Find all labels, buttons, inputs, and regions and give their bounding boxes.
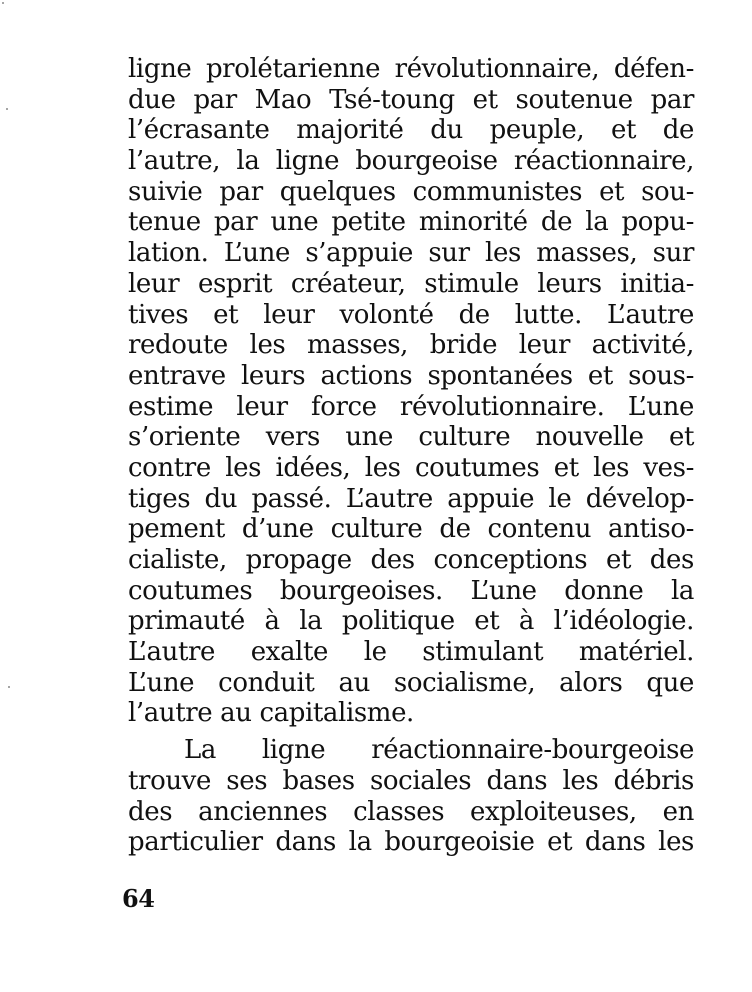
text-line: suivie par quelques communistes et sou- <box>128 176 694 207</box>
scan-speck <box>2 2 4 4</box>
page-number: 64 <box>122 884 155 913</box>
text-line: ligne prolétarienne révolutionnaire, défen- <box>128 54 694 84</box>
body-text <box>128 54 694 858</box>
text-line: L’autre exalte le stimulant matériel. <box>128 637 694 668</box>
text-line: estime leur force révolutionnaire. L’une <box>128 391 694 422</box>
text-line: tiges du passé. L’autre appuie le dévelop- <box>128 483 694 514</box>
text-line: leur esprit créateur, stimule leurs initia- <box>128 268 694 299</box>
text-line: l’autre, la ligne bourgeoise réactionnaire, <box>128 146 694 177</box>
text-line: trouve ses bases sociales dans les débris <box>128 765 694 796</box>
text-line: La ligne réactionnaire-bourgeoise <box>184 735 694 766</box>
text-line: cialiste, propage des conceptions et des <box>128 545 694 575</box>
text-line: tives et leur volonté de lutte. L’autre <box>128 299 694 330</box>
text-line: contre les idées, les coutumes et les ves- <box>128 452 694 483</box>
text-line: l’autre au capitalisme. <box>128 698 414 729</box>
text-line: coutumes bourgeoises. L’une donne la <box>128 575 694 606</box>
text-line: pement d’une culture de contenu antiso- <box>128 514 694 545</box>
text-line: due par Mao Tsé-toung et soutenue par <box>128 84 694 115</box>
scan-speck <box>8 686 10 688</box>
text-line: entrave leurs actions spontanées et sous- <box>128 360 694 391</box>
text-line: L’une conduit au socialisme, alors que <box>128 667 694 698</box>
text-line: particulier dans la bourgeoisie et dans les <box>128 827 694 858</box>
text-line: s’oriente vers une culture nouvelle et <box>128 422 694 453</box>
text-line: l’écrasante majorité du peuple, et de <box>128 115 694 146</box>
paragraph-1 <box>128 54 694 729</box>
text-line: primauté à la politique et à l’idéologie. <box>128 606 694 637</box>
text-line: tenue par une petite minorité de la popu- <box>128 207 694 238</box>
scan-speck <box>6 108 8 110</box>
paragraph-2 <box>128 735 694 858</box>
text-line: lation. L’une s’appuie sur les masses, sur <box>128 238 694 269</box>
text-line: des anciennes classes exploiteuses, en <box>128 796 694 827</box>
text-line: redoute les masses, bride leur activité, <box>128 330 694 361</box>
